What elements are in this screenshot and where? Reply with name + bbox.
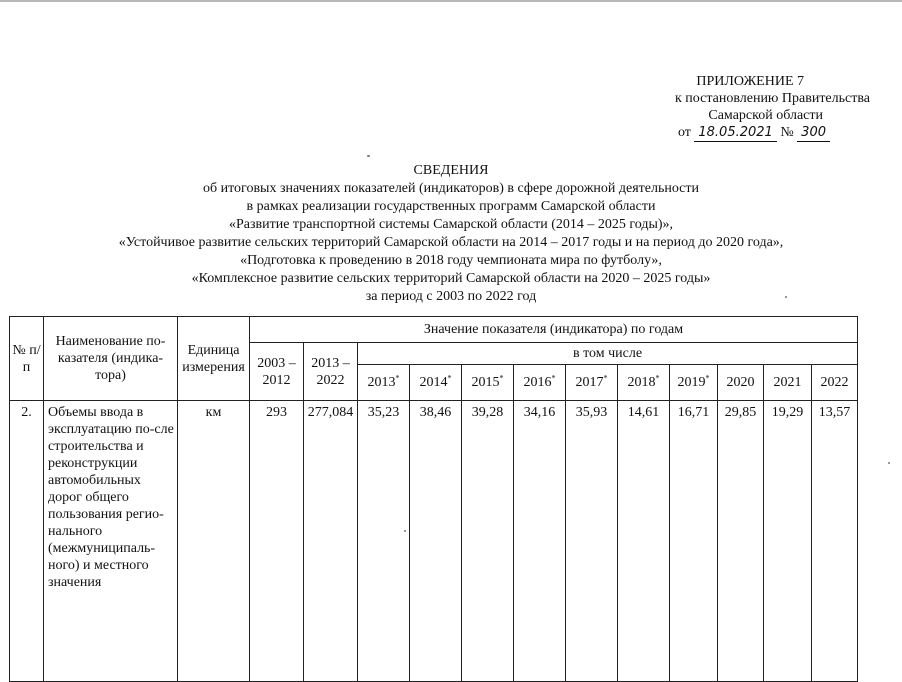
- row-value: 14,61: [618, 401, 670, 682]
- title-line: «Устойчивое развитие сельских территорий Самарской области на 2014 – 2017 годы и на период до 2020 года»,: [118, 235, 784, 250]
- date-prefix: от: [677, 125, 691, 140]
- including-header: в том числе: [358, 343, 858, 365]
- group-header: Значение показателя (индикатора) по годам: [250, 317, 858, 343]
- appendix-block: [560, 73, 870, 142]
- row-value: 19,29: [764, 401, 812, 682]
- resolution-line: к постановлению Правительства: [674, 91, 870, 106]
- col-num-header: № п/п: [10, 317, 44, 401]
- year-header: 2013*: [358, 365, 410, 401]
- document-title: [0, 162, 902, 306]
- row-value: 13,57: [812, 401, 858, 682]
- title-line: за период с 2003 по 2022 год: [365, 289, 537, 304]
- row-value: 35,23: [358, 401, 410, 682]
- scan-speck: [367, 155, 370, 157]
- scan-speck: [888, 462, 890, 464]
- year-header: 2020: [718, 365, 764, 401]
- row-period-1: 293: [250, 401, 304, 682]
- year-header: 2014*: [410, 365, 462, 401]
- scan-speck: [785, 296, 787, 298]
- col-unit-header: Единица измерения: [178, 317, 250, 401]
- year-header: 2015*: [462, 365, 514, 401]
- number-prefix: №: [780, 125, 794, 140]
- row-period-2: 277,084: [304, 401, 358, 682]
- year-header: 2017*: [566, 365, 618, 401]
- period-2-header: 2013 – 2022: [304, 343, 358, 401]
- year-header: 2018*: [618, 365, 670, 401]
- period-1-header: 2003 – 2012: [250, 343, 304, 401]
- row-value: 16,71: [670, 401, 718, 682]
- date-number-line: [560, 124, 870, 142]
- table-row: [10, 401, 858, 682]
- row-name: Объемы ввода в эксплуатацию по-сле строительства и реконструкции автомобильных дорог общего пользования регио-нального (межмуниципаль-ного) и местного значения: [44, 401, 178, 682]
- row-unit: км: [178, 401, 250, 682]
- row-value: 38,46: [410, 401, 462, 682]
- row-value: 35,93: [566, 401, 618, 682]
- year-header: 2016*: [514, 365, 566, 401]
- title-line: в рамках реализации государственных программ Самарской области: [246, 199, 656, 214]
- indicators-table: [9, 316, 858, 682]
- col-name-header: Наименование по-казателя (индика-тора): [44, 317, 178, 401]
- title-heading: СВЕДЕНИЯ: [413, 163, 489, 178]
- scan-top-edge: [0, 0, 902, 2]
- year-header: 2022: [812, 365, 858, 401]
- scan-speck: [404, 530, 406, 532]
- region-line: Самарской области: [708, 108, 823, 123]
- title-line: об итоговых значениях показателей (индикаторов) в сфере дорожной деятельности: [203, 181, 699, 196]
- date-value: 18.05.2021: [694, 124, 776, 142]
- number-value: 300: [797, 124, 830, 142]
- year-header: 2021: [764, 365, 812, 401]
- row-value: 34,16: [514, 401, 566, 682]
- title-line: «Подготовка к проведению в 2018 году чемпионата мира по футболу»,: [240, 253, 662, 268]
- year-header: 2019*: [670, 365, 718, 401]
- row-value: 29,85: [718, 401, 764, 682]
- title-line: «Развитие транспортной системы Самарской области (2014 – 2025 годы)»,: [228, 217, 674, 232]
- header-row: [10, 317, 858, 343]
- appendix-title: ПРИЛОЖЕНИЕ 7: [696, 74, 804, 89]
- row-num: 2.: [10, 401, 44, 682]
- row-value: 39,28: [462, 401, 514, 682]
- title-line: «Комплексное развитие сельских территорий Самарской области на 2020 – 2025 годы»: [191, 271, 711, 286]
